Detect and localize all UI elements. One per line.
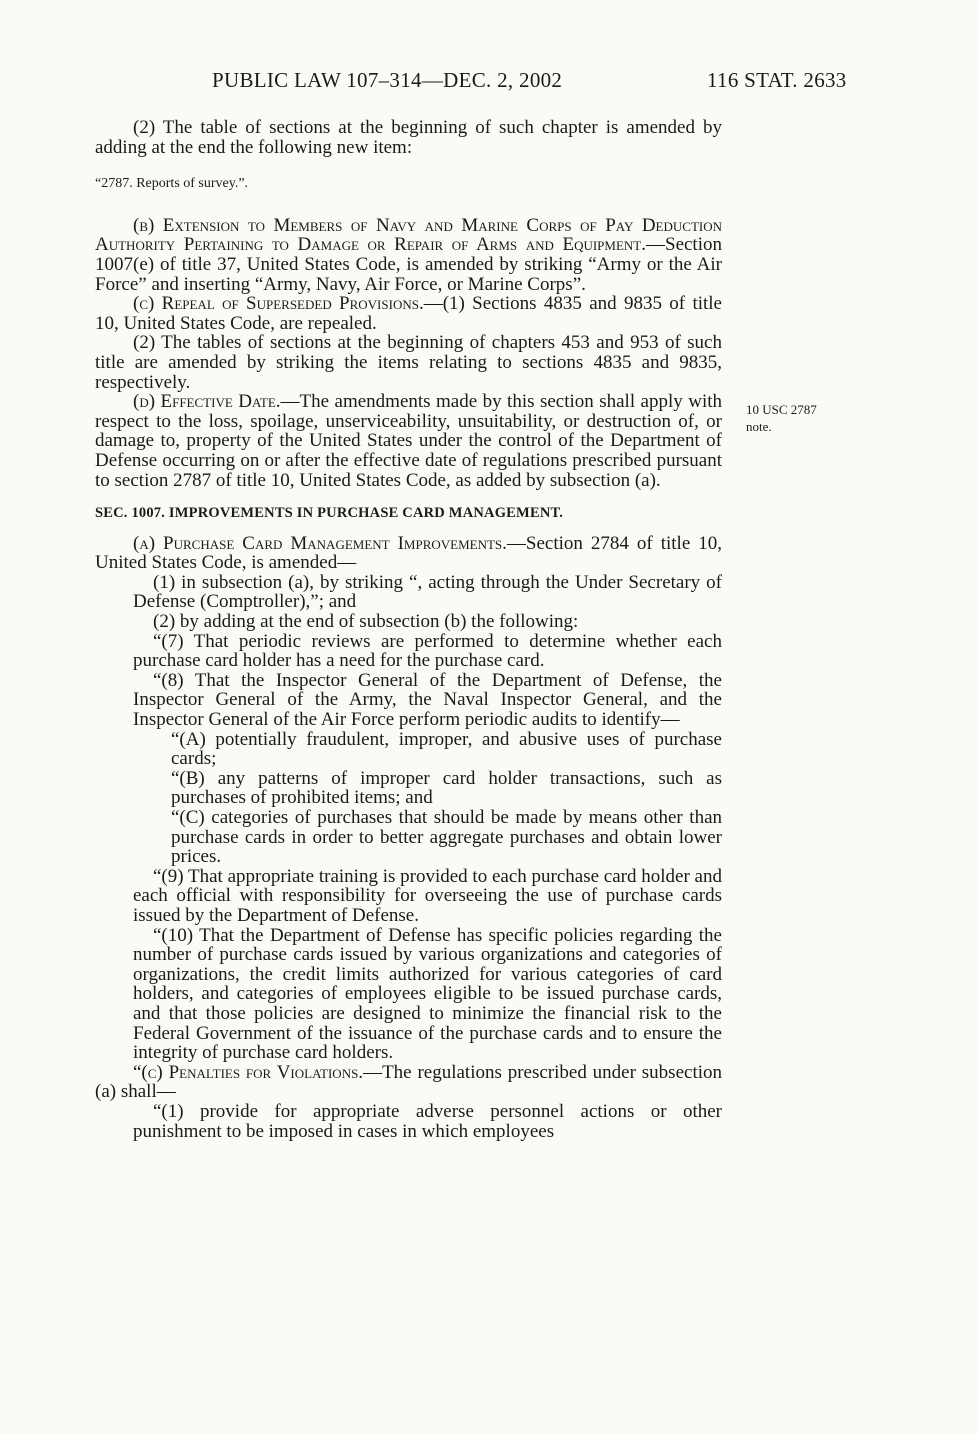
quoted-subparagraph-c-text: “(C) categories of purchases that should be made by means other than purchase cards in order to better aggregate purchases and obtain lower prices. — [171, 807, 722, 868]
section-heading: SEC. 1007. IMPROVEMENTS IN PURCHASE CARD MANAGEMENT. — [95, 505, 564, 522]
quoted-subparagraph-a — [95, 730, 722, 769]
subsection-b-heading: (b) Extension to Members of Navy and Marine Corps of Pay Deduction Authority Pertaining to Damage or Repair of Arms and Equipment. — [95, 214, 722, 256]
running-head-right: 116 STAT. 2633 — [707, 68, 847, 92]
paragraph-a-2: (2) by adding at the end of subsection (b) the following: — [153, 611, 579, 633]
paragraph-table-amendment: (2) The table of sections at the beginning of such chapter is amended by adding at the end the following new item: — [95, 117, 722, 158]
running-head-left: PUBLIC LAW 107–314—DEC. 2, 2002 — [212, 68, 563, 92]
subsection-a — [95, 534, 722, 573]
quoted-paragraph-9: “(9) That appropriate training is provided to each purchase card holder and each official with responsibility for overseeing the use of purchase cards issued by the Department of Defense. — [133, 865, 722, 926]
subsection-c-2: (2) The tables of sections at the beginning of chapters 453 and 953 of such title are amended by striking the items relating to sections 4835 and 9835, respectively. — [95, 332, 722, 393]
subsection-c-heading: (c) Repeal of Superseded Provisions. — [133, 293, 424, 315]
subsection-d-text: —The amendments made by this section shall apply with respect to the loss, spoilage, unserviceability, unsuitability, or destruction of, or damage to, property of the United States under the control of the Department of Defense occurring on or after the effective date of regulations prescribed pursuant to section 2787 of title 10, United States Code, as added by subsection (a). — [95, 391, 723, 491]
margin-note-citation: 10 USC 2787 — [746, 402, 817, 417]
subsection-d-heading: (d) Effective Date. — [133, 391, 281, 413]
quoted-subsection-c-text: —The regulations prescribed under subsection (a) shall— — [95, 1061, 722, 1103]
subsection-b-text: —Section 1007(e) of title 37, United States Code, is amended by striking “Army or the Air Force” and inserting “Army, Navy, Air Force, or Marine Corps”. — [95, 234, 722, 295]
quoted-subparagraph-b-text: “(B) any patterns of improper card holder transactions, such as purchases of prohibited items; and — [171, 767, 722, 809]
quoted-table-item: “2787. Reports of survey.”. — [95, 176, 249, 192]
quoted-subsection-c — [95, 1063, 722, 1102]
quoted-paragraph-7: “(7) That periodic reviews are performed to determine whether each purchase card holder has a need for the purchase card. — [133, 630, 722, 672]
subsection-d — [95, 392, 722, 490]
quoted-subsection-c-1: “(1) provide for appropriate adverse personnel actions or other punishment to be imposed in cases in which employees — [133, 1100, 722, 1142]
quoted-subsection-c-heading: “(c) Penalties for Violations. — [133, 1061, 364, 1083]
quoted-subparagraph-a-text: “(A) potentially fraudulent, improper, and abusive uses of purchase cards; — [171, 728, 722, 770]
quoted-subparagraph-b — [95, 769, 722, 808]
subsection-a-text: —Section 2784 of title 10, United States Code, is amended— — [95, 532, 722, 574]
quoted-paragraph-10: “(10) That the Department of Defense has specific policies regarding the number of purchase cards issued by various organizations and categories of organizations, the credit limits authorized for various categories of card holders, and categories of employees eligible to be issued purchase cards, and that those policies are designed to minimize the financial risk to the Federal Government of the issuance of the purchase cards and to ensure the integrity of purchase card holders. — [133, 924, 722, 1064]
margin-note — [746, 401, 817, 435]
quoted-paragraph-8: “(8) That the Inspector General of the Department of Defense, the Inspector General of the Army, the Naval Inspector General, and the Inspector General of the Air Force perform periodic audits to identify— — [133, 669, 722, 731]
subsection-c — [95, 294, 722, 333]
subsection-b — [95, 216, 722, 294]
document-body — [95, 118, 722, 1141]
quoted-subparagraph-c — [95, 808, 722, 867]
margin-note-label: note. — [746, 419, 772, 434]
paragraph-a-1: (1) in subsection (a), by striking “, acting through the Under Secretary of Defense (Comptroller),”; and — [133, 571, 722, 613]
subsection-a-heading: (a) Purchase Card Management Improvements. — [133, 532, 507, 554]
subsection-c-text: —(1) Sections 4835 and 9835 of title 10, United States Code, are repealed. — [95, 293, 722, 334]
